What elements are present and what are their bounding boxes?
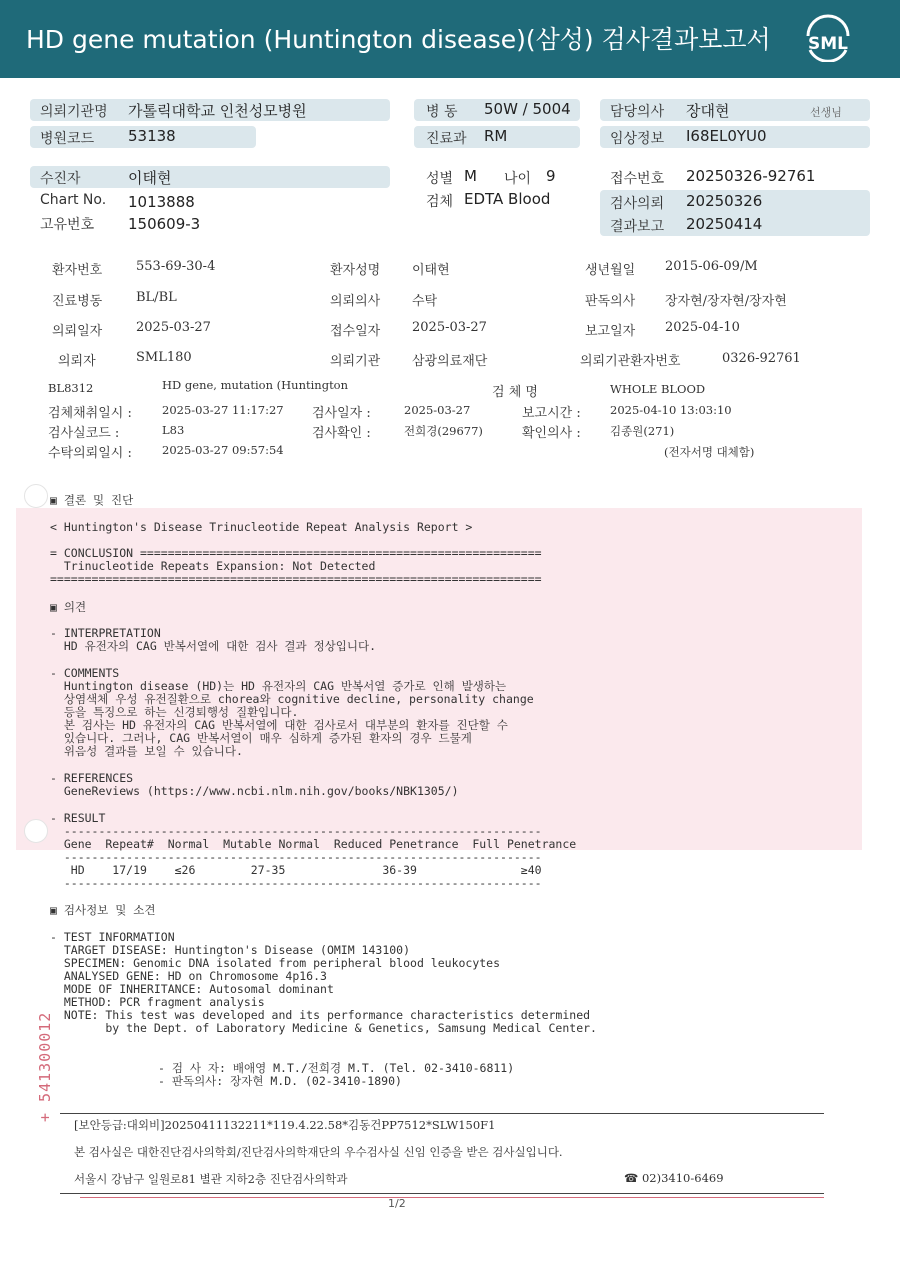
examinee-bar — [30, 166, 390, 188]
comment-line: 본 검사는 HD 유전자의 CAG 반복서열에 대한 검사로서 대부분의 환자를 진단할 수 — [50, 718, 508, 732]
consign-label: 수탁의뢰일시 : — [48, 446, 132, 461]
confirm-doc-label: 확인의사 : — [522, 426, 581, 441]
dept-value: RM — [484, 127, 508, 145]
test-specimen-value: WHOLE BLOOD — [610, 382, 706, 396]
report-label: 결과보고 — [610, 219, 665, 235]
specimen-value: EDTA Blood — [464, 190, 551, 208]
req-date-label: 의뢰일자 — [52, 324, 103, 339]
report-time-label: 보고시간 : — [522, 406, 581, 421]
section-conclusion-heading: ▣ 결론 및 진단 — [50, 493, 134, 507]
examinee-label: 수진자 — [40, 171, 81, 187]
age-label: 나이 — [504, 171, 532, 187]
side-serial-number: + 541300012 — [36, 1011, 54, 1122]
confirm-label: 검사확인 : — [312, 426, 371, 441]
testinfo-line: TARGET DISEASE: Huntington's Disease (OMIM 143100) — [50, 943, 411, 957]
dept-label: 진료과 — [426, 131, 467, 147]
ward-value: 50W / 5004 — [484, 100, 571, 118]
sex-value: M — [464, 167, 477, 185]
clinical-value: I68EL0YU0 — [686, 127, 767, 145]
collect-value: 2025-03-27 11:17:27 — [162, 403, 284, 417]
doctor-value: 장대현 — [686, 102, 730, 120]
conclusion-line: = CONCLUSION ========================================================== — [50, 546, 542, 560]
result-dash-top: --------------------------------------------------------------------- — [50, 824, 542, 838]
age-value: 9 — [546, 167, 556, 185]
page-number: 1/2 — [388, 1197, 406, 1210]
exam-date-value: 2025-03-27 — [404, 403, 471, 417]
references-text: GeneReviews (https://www.ncbi.nlm.nih.gov/books/NBK1305/) — [50, 784, 459, 798]
conclusion-text: Trinucleotide Repeats Expansion: Not Detected — [50, 559, 376, 573]
phone-line: ☎ 02)3410-6469 — [624, 1171, 724, 1185]
result-head: - RESULT — [50, 811, 106, 825]
clinical-label: 임상정보 — [610, 131, 665, 147]
request-value: 20250326 — [686, 192, 763, 210]
comment-line: 등을 특징으로 하는 신경퇴행성 질환입니다. — [50, 705, 299, 719]
testinfo-line: MODE OF INHERITANCE: Autosomal dominant — [50, 982, 334, 996]
report-header — [0, 0, 900, 78]
comments-head: - COMMENTS — [50, 666, 120, 680]
chart-value: 1013888 — [128, 193, 195, 211]
report-subtitle: < Huntington's Disease Trinucleotide Repeat Analysis Report > — [50, 520, 473, 534]
security-line: [보안등급:대외비]20250411132211*119.4.22.58*김동건PP7512*SLW150F1 — [74, 1118, 496, 1132]
reader-line: - 판독의사: 장자현 M.D. (02-3410-1890) — [158, 1074, 402, 1088]
sex-label: 성별 — [426, 171, 454, 187]
birth-label: 생년월일 — [585, 263, 636, 278]
comment-line: 있습니다. 그러나, CAG 반복서열이 매우 심하게 증가된 환자의 경우 드물게 — [50, 731, 472, 745]
exam-date-label: 검사일자 : — [312, 406, 371, 421]
ward-row-value: BL/BL — [136, 290, 177, 305]
testinfo-line: by the Dept. of Laboratory Medicine & Genetics, Samsung Medical Center. — [50, 1021, 597, 1035]
comment-line: Huntington disease (HD)는 HD 유전자의 CAG 반복서열 증가로 인해 발생하는 — [50, 679, 507, 693]
receipt-no-value: 20250326-92761 — [686, 167, 816, 185]
req-inst-label: 의뢰기관 — [330, 354, 381, 369]
testinfo-line: - TEST INFORMATION — [50, 930, 175, 944]
ward-label: 병 동 — [426, 104, 458, 120]
req-doctor-value: 수탁 — [412, 294, 438, 309]
request-label: 검사의뢰 — [610, 196, 665, 212]
result-dash-mid: --------------------------------------------------------------------- — [50, 850, 542, 864]
rep-date-value: 2025-04-10 — [665, 320, 740, 335]
footer-divider-top — [60, 1113, 824, 1114]
confirm-doc-value: 김종원(271) — [610, 424, 675, 438]
patient-no-label: 환자번호 — [52, 263, 103, 278]
lab-code-value: L83 — [162, 423, 185, 437]
logo-text: SML — [808, 34, 848, 54]
test-code: BL8312 — [48, 381, 94, 395]
examinee-value: 이태현 — [128, 169, 172, 187]
examiner-line: - 검 사 자: 배애영 M.T./전희경 M.T. (Tel. 02-3410-6811) — [158, 1061, 515, 1075]
report-time-value: 2025-04-10 13:03:10 — [610, 403, 732, 417]
consign-value: 2025-03-27 09:57:54 — [162, 443, 284, 457]
recv-date-value: 2025-03-27 — [412, 320, 487, 335]
reader-value: 장자현/장자현/장자현 — [665, 294, 787, 309]
testinfo-line: METHOD: PCR fragment analysis — [50, 995, 265, 1009]
recv-date-label: 접수일자 — [330, 324, 381, 339]
requester-label: 의뢰자 — [58, 354, 96, 369]
collect-label: 검체채취일시 : — [48, 406, 132, 421]
comment-line: 위음성 결과를 보일 수 있습니다. — [50, 744, 243, 758]
patient-no-value: 553-69-30-4 — [136, 259, 216, 274]
rep-date-label: 보고일자 — [585, 324, 636, 339]
testinfo-line: NOTE: This test was developed and its performance characteristics determined — [50, 1008, 591, 1022]
doctor-suffix: 선생님 — [810, 106, 842, 119]
address-line: 서울시 강남구 일원로81 별관 지하2층 진단검사의학과 — [74, 1172, 348, 1186]
cert-line: 본 검사실은 대한진단검사의학회/진단검사의학재단의 우수검사실 신임 인증을 받은 검사실입니다. — [74, 1145, 563, 1159]
birth-value: 2015-06-09/M — [665, 259, 758, 274]
result-dash-bottom: --------------------------------------------------------------------- — [50, 876, 542, 890]
comment-line: 상염색체 우성 유전질환으로 chorea와 cognitive decline, personality change — [50, 692, 534, 706]
references-head: - REFERENCES — [50, 771, 134, 785]
requester-value: SML180 — [136, 350, 192, 365]
sml-logo — [800, 14, 856, 62]
testinfo-line: SPECIMEN: Genomic DNA isolated from peripheral blood leukocytes — [50, 956, 501, 970]
unique-label: 고유번호 — [40, 217, 95, 233]
footer-divider-red — [80, 1197, 824, 1198]
esign-note: (전자서명 대체함) — [664, 445, 755, 459]
test-name: HD gene, mutation (Huntington — [162, 378, 349, 392]
punch-hole-top — [24, 484, 48, 508]
institution-label: 의뢰기관명 — [40, 104, 108, 120]
confirm-value: 전희경(29677) — [404, 424, 483, 438]
ward-row-label: 진료병동 — [52, 294, 103, 309]
test-specimen-label: 검 체 명 — [492, 385, 538, 400]
patient-name-label: 환자성명 — [330, 263, 381, 278]
chart-label: Chart No. — [40, 192, 107, 208]
result-table-header: Gene Repeat# Normal Mutable Normal Reduced Penetrance Full Penetrance — [50, 837, 577, 851]
report-value: 20250414 — [686, 215, 763, 233]
patient-name-value: 이태현 — [412, 263, 450, 278]
inst-patient-no-value: 0326-92761 — [722, 351, 801, 366]
footer-divider-bottom — [60, 1193, 824, 1194]
receipt-no-label: 접수번호 — [610, 171, 665, 187]
inst-patient-no-label: 의뢰기관환자번호 — [580, 354, 681, 369]
unique-value: 150609-3 — [128, 215, 201, 233]
hospital-code-value: 53138 — [128, 127, 176, 145]
doctor-label: 담당의사 — [610, 104, 665, 120]
req-doctor-label: 의뢰의사 — [330, 294, 381, 309]
testinfo-line: ANALYSED GENE: HD on Chromosome 4p16.3 — [50, 969, 327, 983]
institution-value: 가톨릭대학교 인천성모병원 — [128, 102, 307, 120]
interp-text: HD 유전자의 CAG 반복서열에 대한 검사 결과 정상입니다. — [50, 639, 377, 653]
req-inst-value: 삼광의료재단 — [412, 354, 488, 369]
req-date-value: 2025-03-27 — [136, 320, 211, 335]
report-title: HD gene mutation (Huntington disease)(삼성) 검사결과보고서 — [26, 25, 771, 54]
hospital-code-label: 병원코드 — [40, 131, 95, 147]
interp-head: - INTERPRETATION — [50, 626, 161, 640]
conclusion-equals: ======================================================================= — [50, 572, 542, 586]
lab-code-label: 검사실코드 : — [48, 426, 120, 441]
section-opinion-heading: ▣ 의견 — [50, 600, 87, 614]
reader-label: 판독의사 — [585, 294, 636, 309]
section-testinfo-heading: ▣ 검사정보 및 소견 — [50, 903, 156, 917]
specimen-label: 검체 — [426, 194, 454, 210]
result-table-row: HD 17/19 ≤26 27-35 36-39 ≥40 — [50, 863, 542, 877]
punch-hole-bottom — [24, 819, 48, 843]
